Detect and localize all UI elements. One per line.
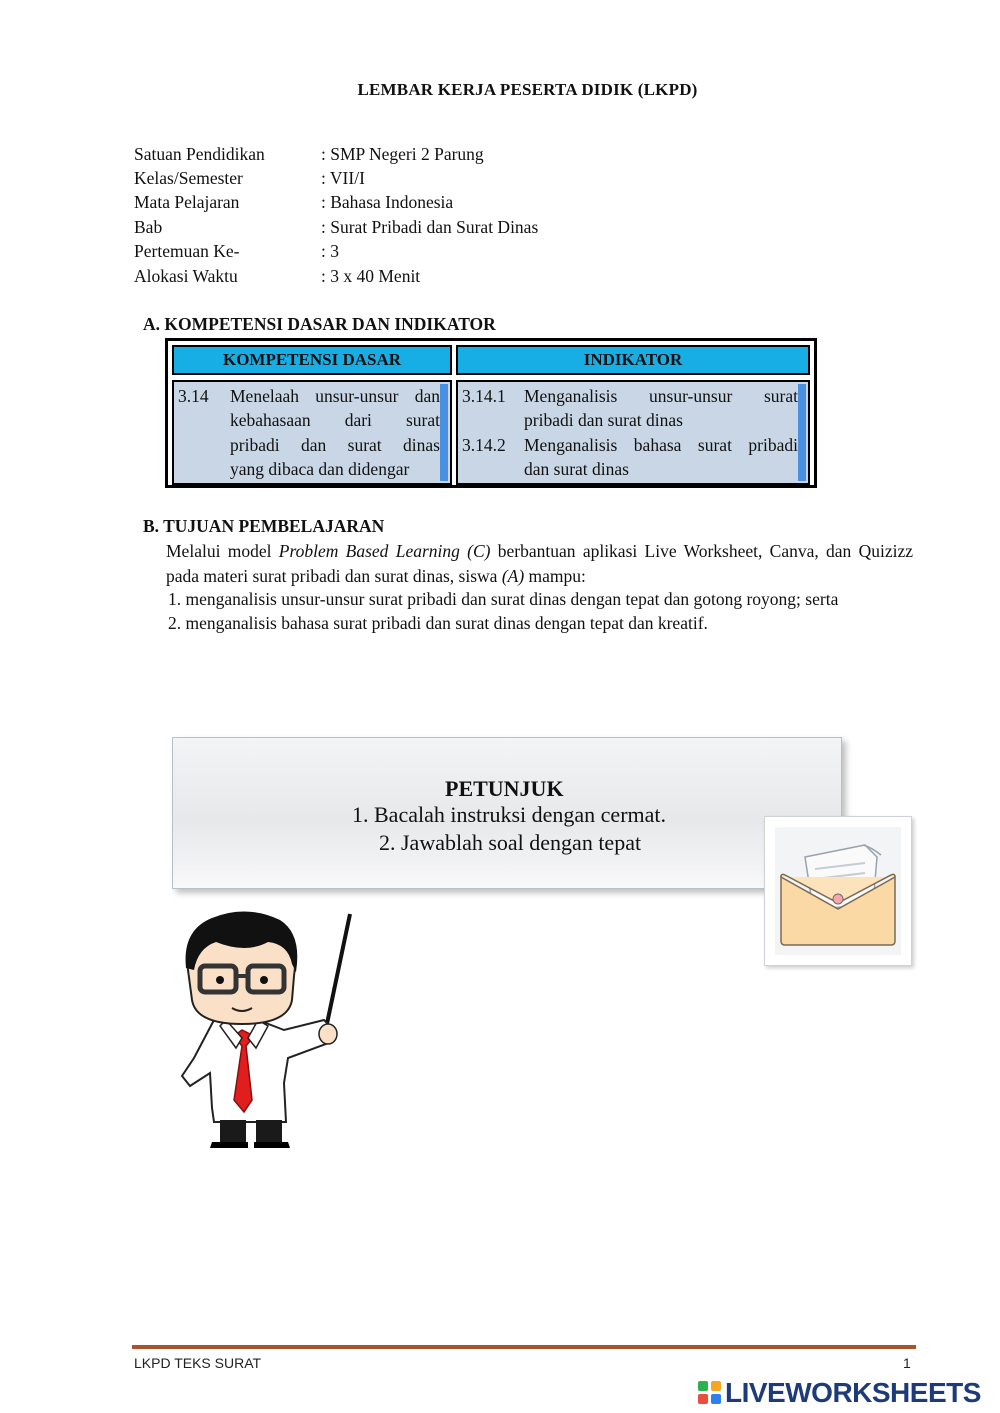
kd-line: kebahasaan dari surat: [230, 410, 440, 430]
indikator-number: 3.14.2: [462, 435, 506, 455]
indikator-line: Menganalisis bahasa surat pribadi: [524, 435, 798, 455]
kd-line: yang dibaca dan didengar: [230, 459, 410, 479]
identity-label: Pertemuan Ke-: [134, 241, 240, 261]
identity-label: Kelas/Semester: [134, 168, 243, 188]
teacher-illustration: [176, 908, 366, 1152]
kd-indikator-table: [165, 338, 817, 488]
section-a-title: A. KOMPETENSI DASAR DAN INDIKATOR: [143, 314, 496, 334]
liveworksheets-logo-icon: [698, 1381, 722, 1405]
indikator-cell: [456, 380, 810, 485]
envelope-icon: [765, 817, 911, 965]
kd-cell: [172, 380, 452, 485]
petunjuk-box: [172, 737, 842, 889]
identity-value: : Surat Pribadi dan Surat Dinas: [321, 217, 539, 237]
identity-value: : 3 x 40 Menit: [321, 266, 421, 286]
identity-label: Alokasi Waktu: [134, 266, 238, 286]
objective-paragraph: [166, 539, 913, 589]
objective-item: 1. menganalisis unsur-unsur surat pribadi dan surat dinas dengan tepat dan gotong royong; serta: [168, 589, 839, 609]
petunjuk-item: 1. Bacalah instruksi dengan cermat.: [352, 802, 667, 827]
paragraph-text: Melalui model: [166, 541, 279, 561]
petunjuk-title: PETUNJUK: [445, 776, 564, 801]
paragraph-italic: Problem Based Learning (C): [278, 541, 491, 561]
page-number: 1: [903, 1355, 911, 1371]
pointer-stick: [324, 914, 350, 1038]
cell-stripe: [440, 384, 448, 481]
identity-label: Bab: [134, 217, 163, 237]
identity-label: Mata Pelajaran: [134, 192, 240, 212]
identity-value: : Bahasa Indonesia: [321, 192, 454, 212]
header-kompetensi-dasar: KOMPETENSI DASAR: [172, 345, 452, 375]
footer-title: LKPD TEKS SURAT: [134, 1355, 262, 1371]
envelope-card: [764, 816, 912, 966]
kd-number: 3.14: [178, 386, 209, 406]
footer-rule: [132, 1345, 916, 1349]
header-indikator: INDIKATOR: [456, 345, 810, 375]
indikator-line: Menganalisis unsur-unsur surat: [524, 386, 798, 406]
indikator-line: pribadi dan surat dinas: [524, 410, 683, 430]
objective-item: 2. menganalisis bahasa surat pribadi dan surat dinas dengan tepat dan kreatif.: [168, 613, 708, 633]
identity-value: : VII/I: [321, 168, 365, 188]
liveworksheets-logo[interactable]: [698, 1377, 981, 1409]
identity-value: : 3: [321, 241, 339, 261]
paragraph-italic: (A): [501, 566, 525, 586]
paragraph-text: berbantuan aplikasi Live Worksheet, Canva, dan Quizizz pada materi surat pribadi dan surat dinas, siswa: [166, 541, 913, 586]
identity-value: : SMP Negeri 2 Parung: [321, 144, 484, 164]
document-title: LEMBAR KERJA PESERTA DIDIK (LKPD): [357, 80, 698, 99]
cell-stripe: [798, 384, 806, 481]
kd-line: pribadi dan surat dinas: [230, 435, 440, 455]
indikator-line: dan surat dinas: [524, 459, 629, 479]
section-b-title: B. TUJUAN PEMBELAJARAN: [143, 516, 385, 536]
indikator-number: 3.14.1: [462, 386, 506, 406]
identity-label: Satuan Pendidikan: [134, 144, 265, 164]
paragraph-text: mampu:: [524, 566, 586, 586]
petunjuk-item: 2. Jawablah soal dengan tepat: [379, 830, 642, 855]
brand-name: LIVEWORKSHEETS: [725, 1377, 981, 1408]
kd-line: Menelaah unsur-unsur dan: [230, 386, 440, 406]
